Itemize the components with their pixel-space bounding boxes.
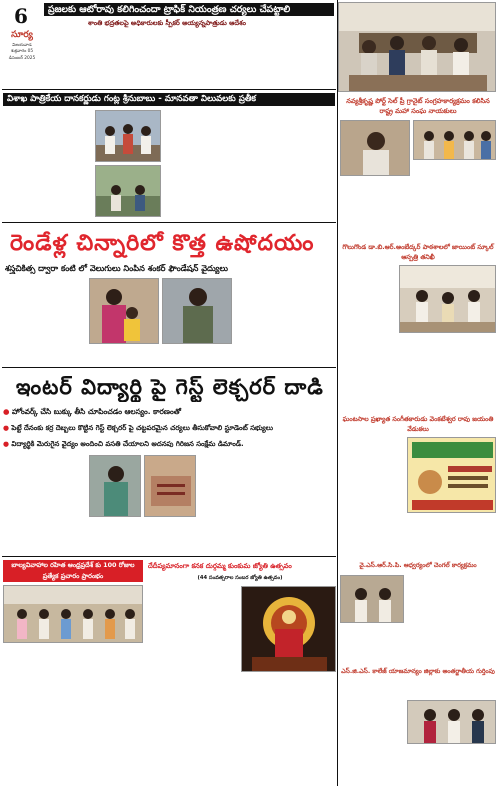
gantla-photo-1-image: [96, 111, 161, 162]
lecturer-bullet-2: [3, 421, 336, 435]
ambedkar-headline: గొలుగొండ డా.బి.ఆర్.అంబేద్కర్ పాఠశాలలో జాయింట్ స్కూల్ ఆస్పత్రి తనిఖీ: [342, 243, 494, 261]
lecturer-col-3: [200, 455, 258, 553]
divider: [2, 222, 336, 223]
right-top-col: [413, 163, 496, 221]
temple-photo: [241, 586, 336, 672]
divider: [2, 556, 336, 557]
right-top-headline: నవ్యశ్రీకృష్ణ పోర్ట్ సెల్ ప్రీ గ్రానైట్ సంగ్రహకార్యక్రమం కలిసిన రాష్ట్ర మహా సంఘ నాయకులు: [346, 97, 490, 115]
bullet-dot: ●: [3, 407, 13, 416]
bala-photo: [3, 585, 143, 643]
bhanu-col: [340, 437, 404, 523]
lecturer-bullet-3: [3, 437, 336, 451]
bhanu-col-2: [340, 526, 496, 556]
ycp-photo-image: [341, 576, 404, 623]
ycp-col-2: [340, 626, 404, 664]
gantla-photo-1: [95, 110, 161, 162]
lecturer-bullet-1: [3, 405, 336, 419]
lecturer-col-4: [262, 455, 335, 553]
devasthanam-col-2: [241, 676, 336, 782]
bullet-text: పెట్టే దేనంకు కర్ర దెబ్బలు కొట్టిన గెస్ట్ లెక్చరర్ పై చట్టపరమైన చర్యలు తీసుకోవాలి స్టూడెంట్ సభ్యులు: [11, 424, 273, 432]
devasthanam-headline: దేదీప్యమానంగా కనక దుర్గమ్మ కుంకుమ జ్యోతి ఉత్సవం: [148, 562, 292, 570]
bullet-text: హోంవర్క్ చేసి బుక్కు తీసి చూపించడం ఆలస్యం. కారణంతో: [12, 407, 181, 416]
ambedkar-col: [340, 265, 396, 335]
date-line-month: డిసెంబర్ 2025: [8, 55, 36, 61]
gantla-col-2: [166, 110, 248, 218]
date-line-city: విజయవాడ: [12, 43, 32, 48]
chinnari-headline: రెండేళ్ల చిన్నారిలో కొత్త ఉషోదయం: [10, 230, 315, 256]
mother-child-photo: [89, 278, 159, 344]
group-photo-image: [414, 121, 496, 160]
top-story-col-1: [44, 31, 134, 87]
bhanu-headline: ఘంటసాల ప్రఖ్యాత సంగీతకారుడు వెంకటేశ్వర రావు జయంతి వేడుకలు: [342, 415, 494, 433]
devasthanam-subheadline: (44 సంవత్సరాల సంబర జ్యోతి ఉత్సవం): [197, 575, 283, 581]
right-top-col-2: [340, 179, 410, 239]
sgs-col-2: [407, 747, 496, 782]
ycp-headline: వై.ఎస్.ఆర్.సి.పి. ఆధ్వర్యంలో చెంగల్ కార్యక్రమం: [359, 562, 477, 569]
lecturer-col-1: [3, 455, 85, 553]
school-photo: [399, 265, 496, 333]
ambedkar-col-2: [340, 338, 496, 412]
sgs-headline: ఎస్.జి.ఎస్. కాలేజ్ యాజమాన్యం జిల్లాకు అంతర్జాతీయ గుర్తింపు: [341, 668, 495, 675]
person-photo-image: [341, 121, 410, 176]
sgs-photo-image: [408, 701, 496, 744]
bala-headline: బాల్యవివాహాల రహిత ఆంధ్రప్రదేశ్ కు 100 రోజుల ప్రత్యేక ప్రచారం ప్రారంభం: [3, 560, 143, 582]
top-headline: ప్రజలకు ఆటోరావు కలిగించందా ట్రాఫిక్ నియంత్రణ చర్యలు చేపట్టాలి: [44, 3, 334, 16]
student-photo: [89, 455, 141, 517]
lecturer-col-2: [89, 520, 196, 554]
date-info: [4, 43, 40, 62]
father-photo: [162, 278, 232, 344]
page-number: 6: [14, 4, 28, 28]
top-subheadline: శాంతి భద్రతలపై అధికారులకు స్పీకర్ అయ్యన్నపాత్రుడు ఆదేశం: [88, 19, 246, 27]
injury-photo-image: [145, 456, 196, 517]
injury-photo: [144, 455, 196, 517]
group-photo: [413, 120, 496, 160]
gantla-headline: విశాఖ పాత్రికేయ దానకర్ణుడు గంట్ల శ్రీనుబాబు - మానవతా విలువలకు ప్రతీక: [3, 93, 335, 106]
top-story-col-3: [196, 31, 272, 87]
top-story-col-4: [275, 31, 335, 87]
divider: [2, 89, 336, 90]
event-banner-photo: [407, 437, 496, 513]
sgs-col: [340, 700, 404, 782]
sgs-photo: [407, 700, 496, 744]
column-divider: [337, 0, 338, 786]
devasthanam-col-1: [148, 586, 238, 782]
temple-photo-image: [242, 587, 336, 672]
student-photo-image: [90, 456, 141, 517]
divider: [2, 367, 336, 368]
school-photo-image: [400, 266, 496, 333]
ycp-photo: [340, 575, 404, 623]
event-banner-image: [408, 438, 496, 513]
bullet-text: విద్యార్థికి మెరుగైన వైద్యం అందించి వసతి చేయాలని అదనపు గిరిజన సంక్షేమ డిమాండ్.: [11, 440, 244, 448]
chinnari-col-1: [3, 278, 85, 364]
chinnari-col-3: [236, 278, 335, 364]
bala-photo-image: [4, 586, 143, 643]
ycp-col: [407, 575, 496, 635]
gantla-col-3: [252, 110, 335, 218]
paper-name: సూర్య: [11, 30, 33, 40]
bullet-dot: ●: [3, 424, 12, 432]
mother-child-photo-image: [90, 279, 159, 344]
lecturer-headline: ఇంటర్ విద్యార్థి పై గెస్ట్ లెక్చరర్ దాడి: [16, 374, 324, 399]
gantla-col-1: [3, 110, 91, 218]
meeting-photo: [338, 2, 496, 92]
top-story-col-2: [137, 31, 193, 87]
bullet-dot: ●: [3, 440, 12, 448]
chinnari-subheadline: శస్త్రచికిత్స ద్వారా కంటి లో వెలుగులు నింపిన శంకర్ ఫౌండేషన్ వైద్యులు: [5, 263, 228, 273]
person-photo: [340, 120, 410, 176]
gantla-photo-2-image: [96, 166, 161, 217]
chinnari-col-2: [89, 347, 232, 365]
meeting-photo-image: [339, 3, 496, 92]
gantla-photo-2: [95, 165, 161, 217]
date-line-day: శుక్రవారం 05: [10, 49, 34, 55]
father-photo-image: [163, 279, 232, 344]
bala-col: [3, 646, 143, 782]
